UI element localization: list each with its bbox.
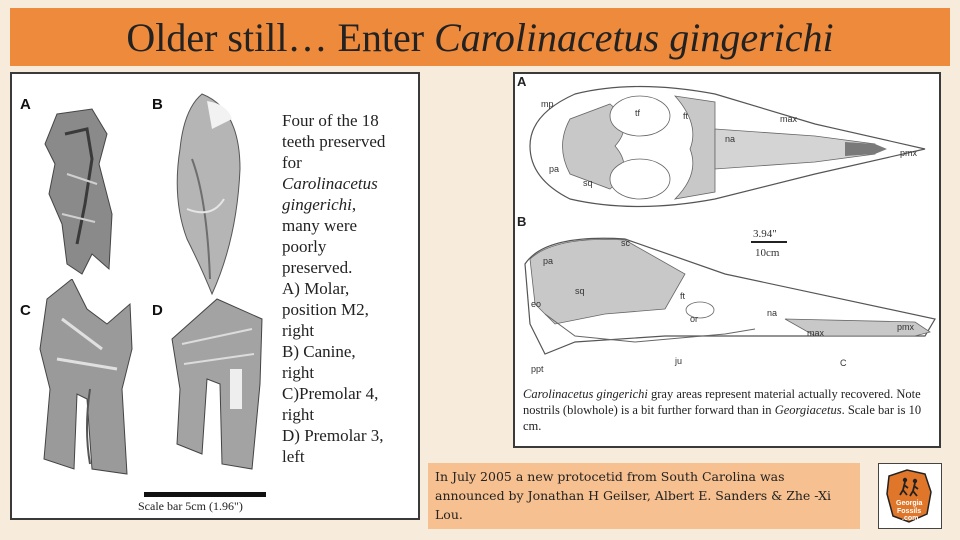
skull-figure (513, 72, 941, 448)
title-bar (10, 8, 950, 66)
skull-caption-genus: Georgiacetus (774, 403, 842, 417)
caption-line: poorly (282, 237, 327, 256)
label-na-lateral: na (767, 308, 778, 318)
caption-line: preserved. (282, 258, 353, 277)
logo-line2: Fossils (897, 508, 922, 515)
caption-line: B) Canine, (282, 342, 356, 361)
skull-caption-text: gray areas represent material actually recovered. Note nostrils (blowhole) is a bit further forward than in (523, 387, 921, 417)
logo-graphic (879, 464, 941, 528)
skull-caption (523, 386, 933, 434)
teeth-caption (282, 110, 417, 467)
caption-comma: , (351, 195, 357, 214)
label-sq: sq (583, 178, 593, 188)
caption-line: teeth preserved (282, 132, 386, 151)
title-plain: Older still… Enter (126, 14, 435, 60)
label-ppt: ppt (531, 364, 544, 374)
panel-label-d: D (152, 302, 163, 319)
info-text: In July 2005 a new protocetid from South Carolina was announced by Jonathan H Geilser, Albert E. Sanders & Zhe -Xi Lou. (435, 469, 831, 522)
caption-line: A) Molar, (282, 279, 350, 298)
label-max: max (780, 114, 798, 124)
label-mp: mp (541, 99, 554, 109)
skull-panel-label-b: B (517, 214, 527, 229)
caption-line: right (282, 405, 315, 424)
caption-line: left (282, 447, 305, 466)
logo-line1: Georgia (896, 500, 923, 507)
skull-caption-species: Carolinacetus gingerichi (523, 387, 648, 401)
caption-line: Four of the 18 (282, 111, 379, 130)
premolar-4-tooth-image (32, 279, 142, 479)
slide-title (126, 14, 833, 61)
skull-panel-label-a: A (517, 74, 527, 89)
caption-line: position M2, (282, 300, 369, 319)
caption-genus: Carolinacetus (282, 174, 378, 193)
title-species: Carolinacetus gingerichi (434, 14, 834, 60)
teeth-figure (10, 72, 420, 520)
label-pa: pa (549, 164, 560, 174)
label-ft-lateral: ft (680, 291, 686, 301)
teeth-scale-label: Scale bar 5cm (1.96") (138, 499, 243, 513)
skull-scale-top: 3.94" (753, 228, 777, 240)
molar-tooth-image (37, 104, 132, 279)
label-ft: ft (683, 111, 689, 121)
label-pa-lateral: pa (543, 256, 554, 266)
label-tf: tf (635, 108, 641, 118)
skull-scale-bottom: 10cm (755, 247, 780, 259)
label-pmx: pmx (900, 148, 918, 158)
caption-line: right (282, 321, 315, 340)
caption-line: right (282, 363, 315, 382)
label-pmx-lateral: pmx (897, 322, 915, 332)
label-c: C (840, 358, 847, 368)
caption-species: gingerichi (282, 195, 352, 214)
panel-label-a: A (20, 96, 31, 113)
info-text-box (428, 463, 860, 529)
teeth-scale-bar (144, 492, 266, 497)
label-ju: ju (675, 356, 683, 366)
label-na: na (725, 134, 736, 144)
label-sc: sc (621, 238, 630, 248)
panel-label-b: B (152, 96, 163, 113)
canine-tooth-image (162, 89, 247, 299)
caption-line: many were (282, 216, 358, 235)
logo-line3: .com (902, 515, 919, 522)
panel-label-c: C (20, 302, 31, 319)
skull-caption-end: . Scale bar is 10 cm. (523, 403, 922, 433)
caption-line: D) Premolar 3, (282, 426, 384, 445)
georgia-fossils-logo[interactable] (878, 463, 942, 529)
premolar-3-tooth-image (162, 294, 272, 474)
label-eo: eo (531, 299, 542, 309)
label-sq-lateral: sq (575, 286, 585, 296)
skull-drawing (515, 74, 939, 384)
label-or: or (690, 314, 699, 324)
caption-line: C)Premolar 4, (282, 384, 379, 403)
caption-line: for (282, 153, 302, 172)
label-max-lateral: max (807, 328, 825, 338)
